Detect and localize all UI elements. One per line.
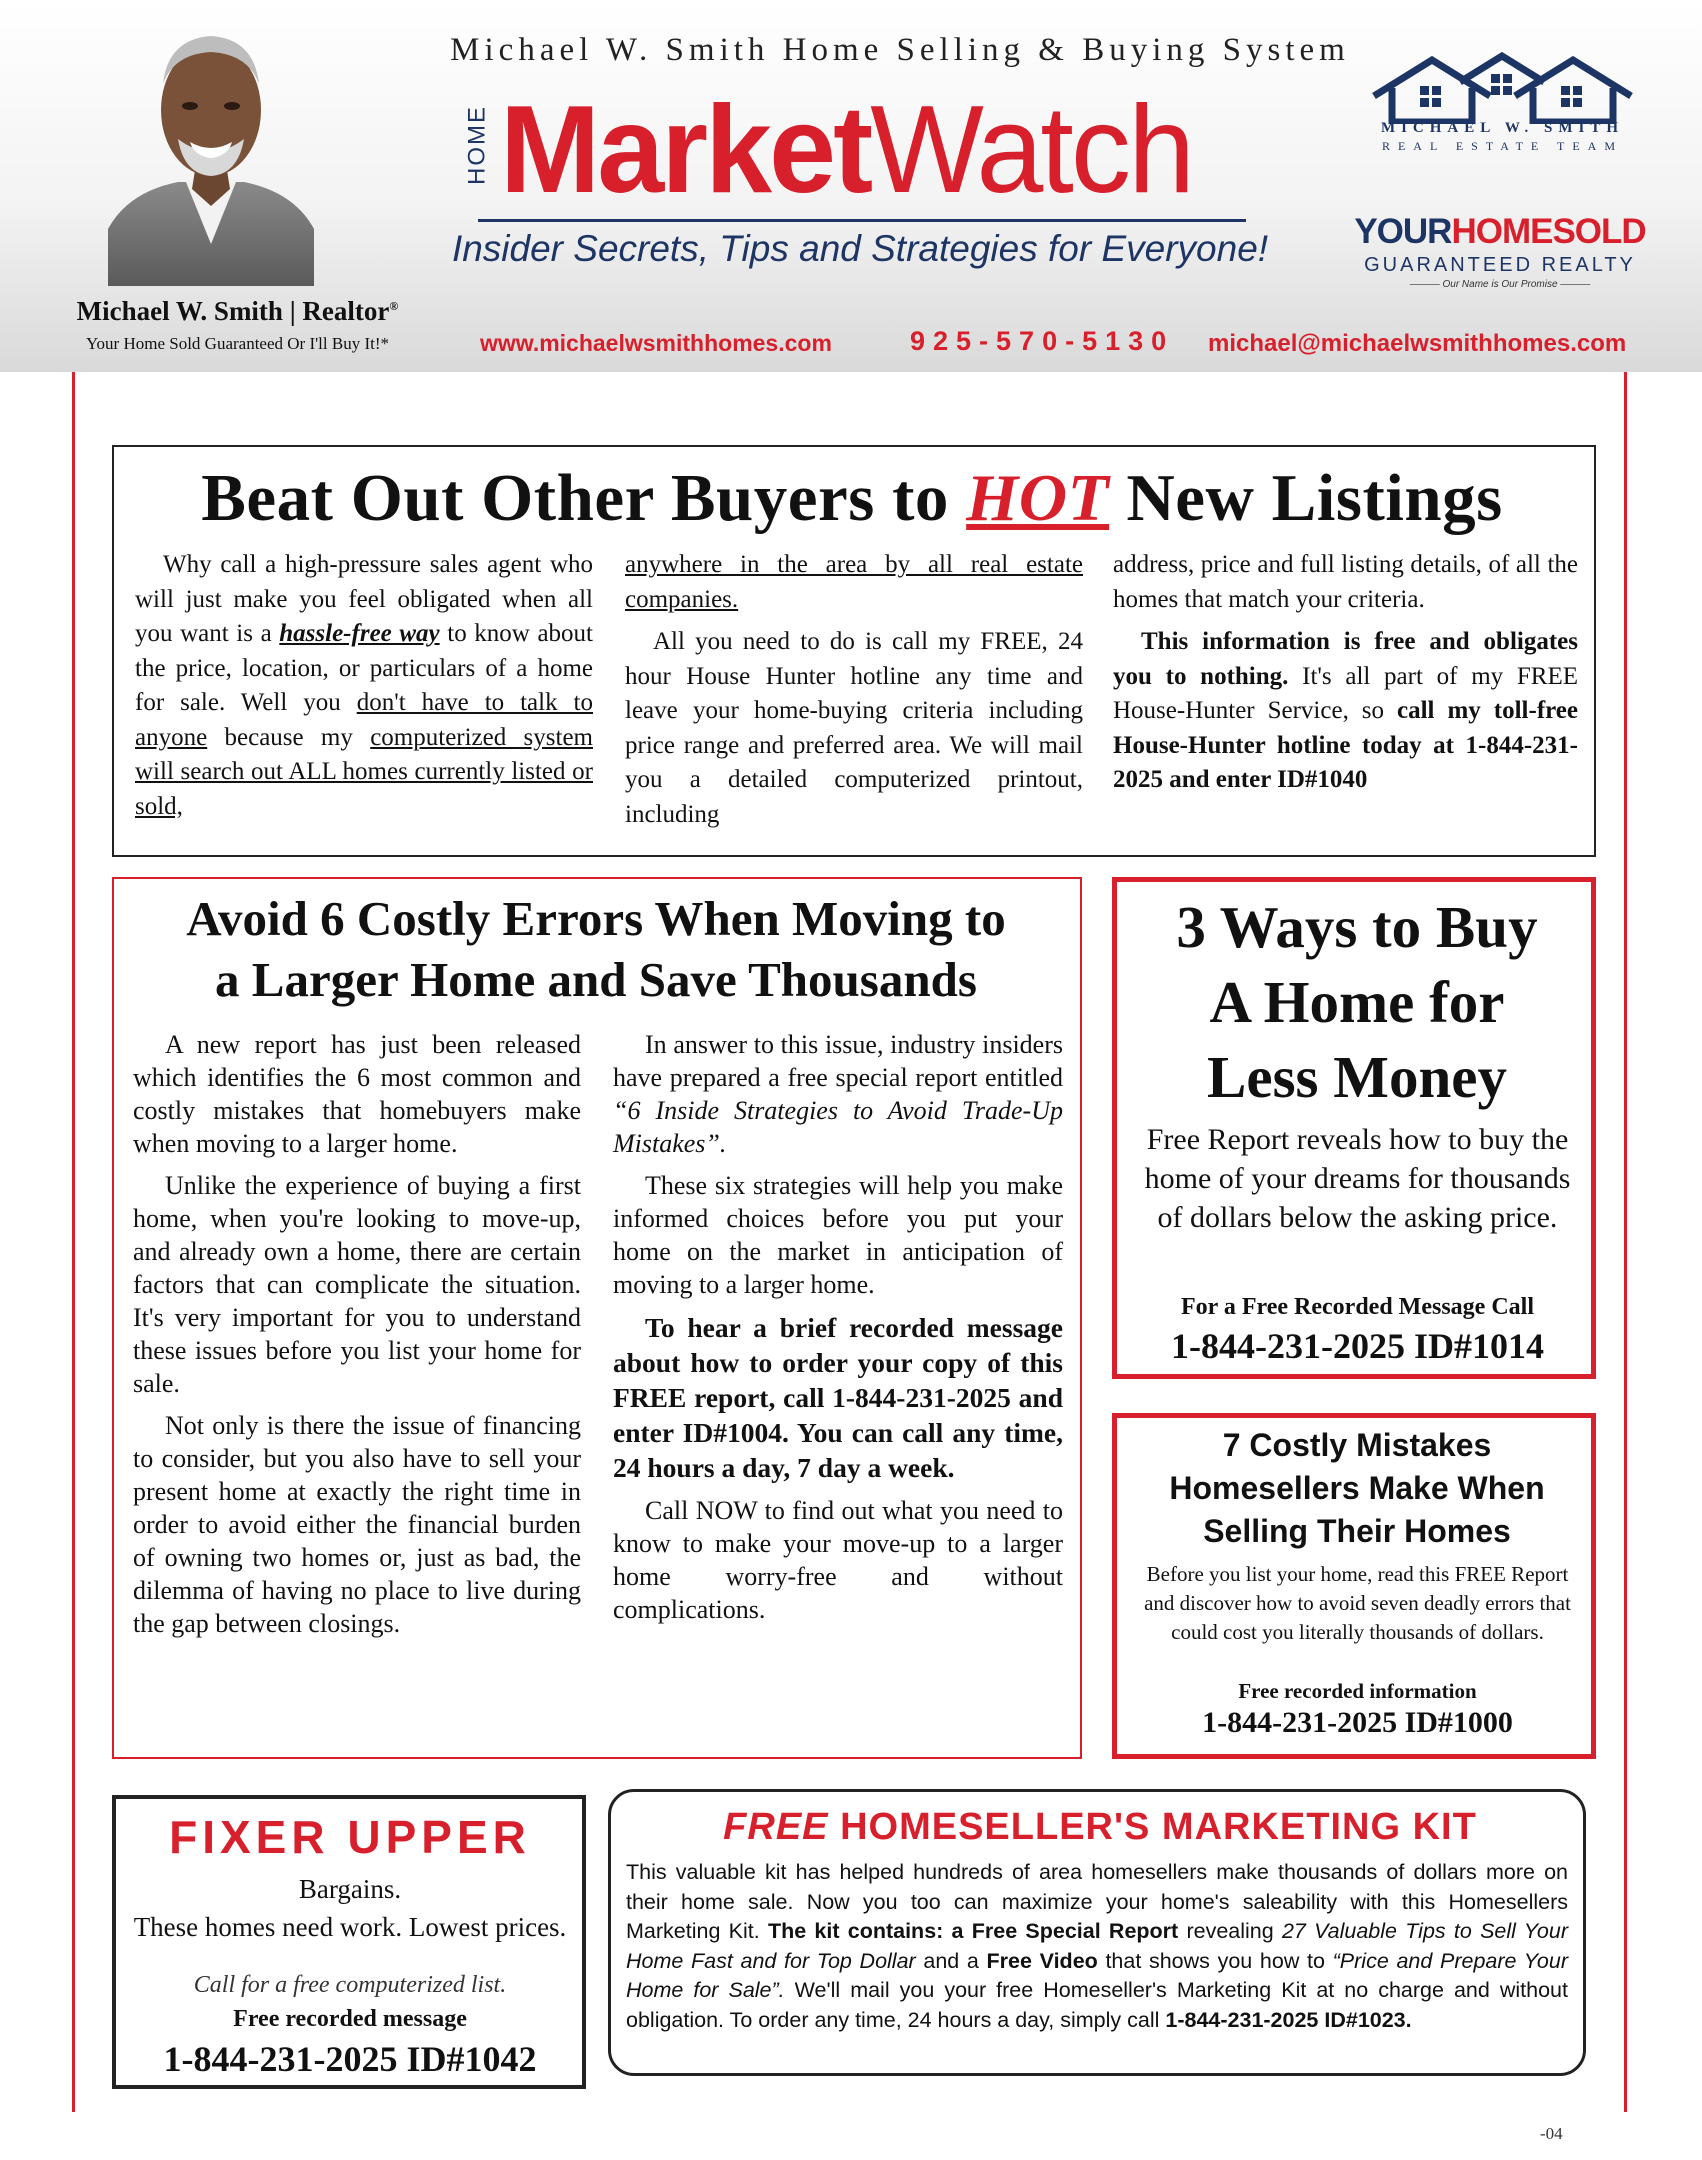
- fixer-upper-title: FIXER UPPER: [169, 1811, 531, 1863]
- three-ways-body: Free Report reveals how to buy the home of your dreams for thousands of dollars below the asking price.: [1144, 1123, 1571, 1234]
- agent-headshot: [108, 14, 314, 286]
- yourhomesold-logo: YOURHOMESOLD: [1354, 212, 1646, 251]
- seven-mistakes-body: Before you list your home, read this FREE Report and discover how to avoid seven deadly errors that could cost you literally thousands of dollars.: [1144, 1562, 1571, 1644]
- frame-line-right: [1624, 372, 1627, 2112]
- avoid-errors-title: Avoid 6 Costly Errors When Moving to a Larger Home and Save Thousands: [186, 891, 1006, 1007]
- yourhomesold-subtitle: GUARANTEED REALTY: [1364, 254, 1636, 276]
- system-title: Michael W. Smith Home Selling & Buying System: [450, 32, 1350, 68]
- seven-mistakes-title: 7 Costly Mistakes Homesellers Make When Selling Their Homes: [1169, 1427, 1545, 1549]
- three-ways-call-label: For a Free Recorded Message Call: [1180, 1294, 1534, 1320]
- registered-mark: ®: [389, 299, 399, 313]
- three-ways-title: 3 Ways to Buy A Home for Less Money: [1176, 894, 1538, 1110]
- team-houses-logo: [1370, 52, 1635, 124]
- avoid-errors-column-2: In answer to this issue, industry insiders have prepared a free special report entitled “6 Inside Strategies to Avoid Trade-Up Mistakes”. These six strategies will help you make informed choices before you put your home on the market in anticipation of moving to a larger home. To hear a brief recorded message about how to order your copy of this FREE report, call 1-844-231-2025 and enter ID#1004. You can call any time, 24 hours a day, 7 day a week. Call NOW to find out what you need to know to make your move-up to a larger home worry-free and without complications.: [613, 1030, 1063, 1624]
- hot-listings-column-2: anywhere in the area by all real estate companies. All you need to do is call my FREE, 24 hour House Hunter hotline any time and leave your home-buying criteria including price range and preferred area. We will mail you a detailed computerized printout, including: [625, 551, 1083, 828]
- team-subtitle: REAL ESTATE TEAM: [1381, 139, 1624, 153]
- team-name: MICHAEL W. SMITH: [1380, 120, 1625, 136]
- seven-mistakes-free-label: Free recorded information: [1238, 1679, 1477, 1703]
- fixer-upper-body: Bargains. These homes need work. Lowest prices.: [133, 1874, 567, 1942]
- frame-line-left: [72, 372, 75, 2112]
- email-link[interactable]: michael@michaelwsmithhomes.com: [1208, 330, 1627, 357]
- phone-number[interactable]: 925-570-5130: [910, 326, 1175, 356]
- fixer-upper-phone[interactable]: 1-844-231-2025 ID#1042: [163, 2039, 537, 2079]
- hot-listings-column-1: Why call a high-pressure sales agent who will just make you feel obligated when all you want is a hassle-free way to know about the price, location, or particulars of a home for sale. Well you don't have to talk to anyone because my computerized system will search out ALL homes currently listed or sold,: [135, 551, 594, 820]
- agent-tagline: Your Home Sold Guaranteed Or I'll Buy It!*: [85, 334, 390, 353]
- fixer-upper-call: Call for a free computerized list.: [193, 1972, 507, 1998]
- seven-mistakes-phone[interactable]: 1-844-231-2025 ID#1000: [1202, 1706, 1513, 1739]
- avoid-errors-column-1: A new report has just been released which identifies the 6 most common and costly mistakes that homebuyers make when moving to a larger home. Unlike the experience of buying a first home, when you're looking to move-up, and already own a home, there are certain factors that can complicate the situation. It's very important for you to understand these issues before you list your home for sale. Not only is there the issue of financing to consider, but you also have to sell your present home at exactly the right time in order to avoid either the financial burden of owning two homes or, just as bad, the dilemma of having no place to live during the gap between closings.: [133, 1030, 581, 1638]
- fixer-upper-free-label: Free recorded message: [233, 2006, 467, 2032]
- agent-name: Michael W. Smith | Realtor®: [76, 296, 399, 326]
- page-number: -04: [1540, 2124, 1563, 2143]
- hot-listings-column-3: address, price and full listing details, of all the homes that match your criteria. This information is free and obligates you to nothing. It's all part of my FREE House-Hunter Service, so call my toll-free House-Hunter hotline today at 1-844-231-2025 and enter ID#1040: [1113, 551, 1578, 793]
- logo-home-text: HOME: [463, 105, 491, 185]
- marketing-kit-body: This valuable kit has helped hundreds of area homesellers make thousands of dollars more on their home sale. Now you too can maximize your home's saleability with this Homesellers Marketing Kit. The kit contains: a Free Special Report revealing 27 Valuable Tips to Sell Your Home Fast and for Top Dollar and a Free Video that shows you how to “Price and Prepare Your Home for Sale”. We'll mail you your free Homeseller's Marketing Kit at no charge and without obligation. To order any time, 24 hours a day, simply call 1-844-231-2025 ID#1023.: [626, 1860, 1568, 2032]
- logo-home-vertical: [460, 95, 494, 195]
- tagline: Insider Secrets, Tips and Strategies for Everyone!: [451, 228, 1269, 269]
- three-ways-phone[interactable]: 1-844-231-2025 ID#1014: [1171, 1326, 1544, 1366]
- logo-rule: [478, 219, 1246, 222]
- marketing-kit-title: FREE HOMESELLER'S MARKETING KIT: [723, 1806, 1477, 1848]
- yourhomesold-promise: ——— Our Name is Our Promise ———: [1409, 279, 1591, 290]
- website-link[interactable]: www.michaelwsmithhomes.com: [480, 330, 832, 356]
- marketwatch-logo: MarketWatch: [500, 81, 1193, 219]
- hot-listings-title: Beat Out Other Buyers to HOT New Listings: [201, 461, 1503, 535]
